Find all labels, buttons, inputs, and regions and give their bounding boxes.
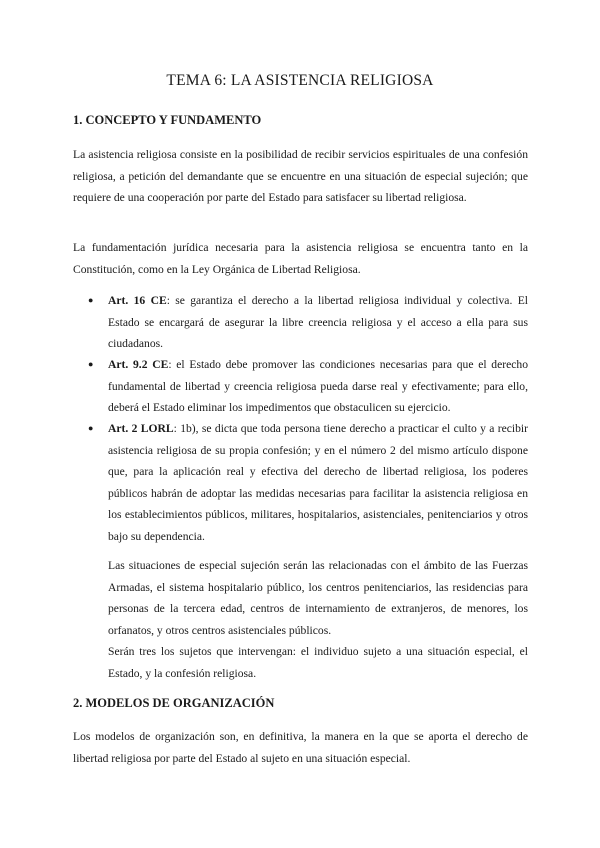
paragraph-sujetos: Serán tres los sujetos que intervengan: el individuo sujeto a una situación especial, el Estado, y la confesión religiosa. bbox=[108, 645, 528, 680]
bullet-icon: ● bbox=[88, 423, 94, 433]
list-item-text: : 1b), se dicta que toda persona tiene derecho a practicar el culto y a recibir asistencia religiosa de su propia confesión; y en el número 2 del mismo artículo dispone que, para la aplicación real y efectiva del derecho de libertad religiosa, los poderes públicos habrán de adoptar las medidas necesarias para facilitar la asistencia religiosa en los establecimientos públicos, militares, hospitalarios, asistenciales, penitenciarios y otros bajo su dependencia. bbox=[108, 422, 528, 543]
bullet-icon: ● bbox=[88, 295, 94, 305]
paragraph-fundamentacion: La fundamentación jurídica necesaria para la asistencia religiosa se encuentra tanto en la Constitución, como en la Ley Orgánica de Libertad Religiosa. bbox=[73, 241, 528, 276]
paragraph-definition: La asistencia religiosa consiste en la posibilidad de recibir servicios espirituales de una confesión religiosa, a petición del demandante que se encuentre en una situación de especial sujeción; que requiere de una cooperación por parte del Estado para satisfacer su libertad religiosa. bbox=[73, 148, 528, 205]
paragraph-situaciones: Las situaciones de especial sujeción serán las relacionadas con el ámbito de las Fuerzas Armadas, el sistema hospitalario público, los centros penitenciarios, las residencias para personas de la tercera edad, centros de internamiento de extranjeros, de menores, los orfanatos, y otros centros asistenciales públicos. bbox=[108, 559, 528, 637]
list-item-text: : el Estado debe promover las condiciones necesarias para que el derecho fundamental de libertad y creencia religiosa pueda darse real y efectivamente; para ello, deberá el Estado eliminar los impedimentos que obstaculicen su ejercicio. bbox=[108, 358, 528, 415]
page-title: TEMA 6: LA ASISTENCIA RELIGIOSA bbox=[166, 72, 434, 89]
paragraph-modelos: Los modelos de organización son, en definitiva, la manera en la que se aporta el derecho de libertad religiosa por parte del Estado al sujeto en una situación especial. bbox=[73, 730, 528, 765]
list-item-label: Art. 9.2 CE bbox=[108, 358, 169, 371]
list-item-label: Art. 2 LORL bbox=[108, 422, 174, 435]
list-item-art92 bbox=[108, 354, 528, 419]
list-item-label: Art. 16 CE bbox=[108, 294, 167, 307]
list-item-art16 bbox=[108, 290, 528, 355]
bullet-icon: ● bbox=[88, 359, 94, 369]
section-heading-modelos: 2. MODELOS DE ORGANIZACIÓN bbox=[73, 696, 275, 710]
list-item-art2-lorl bbox=[108, 418, 528, 548]
section-heading-concepto: 1. CONCEPTO Y FUNDAMENTO bbox=[73, 113, 262, 127]
list-item-text: : se garantiza el derecho a la libertad religiosa individual y colectiva. El Estado se encargará de asegurar la libre creencia religiosa y el acceso a ella para sus ciudadanos. bbox=[108, 294, 528, 351]
